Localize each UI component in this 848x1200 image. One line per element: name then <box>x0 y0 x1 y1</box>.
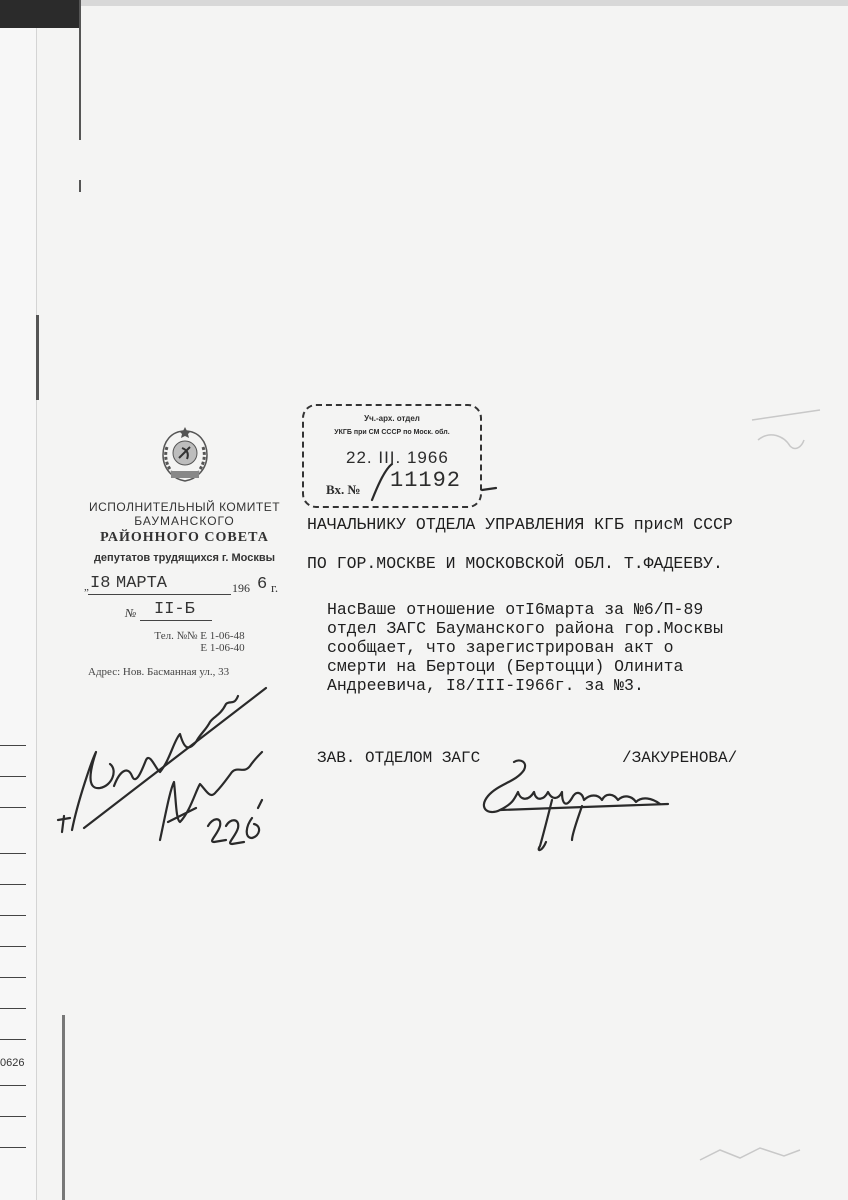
margin-initials-handwriting <box>160 752 262 840</box>
margin-date-handwriting <box>208 800 262 844</box>
addressee-line: ПО ГОР.МОСКВЕ И МОСКОВСКОЙ ОБЛ. Т.ФАДЕЕВУ. <box>307 554 723 573</box>
signature-title: ЗАВ. ОТДЕЛОМ ЗАГС <box>317 749 481 767</box>
letter-body <box>327 600 723 695</box>
number-symbol: № <box>125 606 137 620</box>
margin-rule <box>0 946 26 947</box>
number-underline <box>140 620 212 621</box>
letter-date <box>72 576 297 598</box>
binding-mark <box>36 315 39 400</box>
deputies-line: депутатов трудящихся г. Москвы <box>93 552 276 564</box>
stamp-department: Уч.-арх. отдел <box>364 414 420 423</box>
margin-rule <box>0 853 26 854</box>
letter-number <box>72 600 297 624</box>
body-line: сообщает, что зарегистрирован акт о <box>327 638 674 657</box>
signature-handwriting <box>484 760 660 850</box>
margin-rule <box>0 1116 26 1117</box>
bleed-through-marks <box>752 410 820 448</box>
date-day: I8 <box>90 574 111 593</box>
date-year-prefix: 196 <box>232 581 250 595</box>
margin-rule <box>0 915 26 916</box>
stamp-tick-mark <box>482 488 496 490</box>
scan-shadow-strip <box>80 0 848 6</box>
margin-rule <box>0 977 26 978</box>
margin-underline-stroke <box>84 688 266 828</box>
stamp-reg-number: 11192 <box>390 468 462 493</box>
scan-shadow-top <box>0 0 80 28</box>
body-line: смерти на Бертоци (Бертоцци) Олинита <box>327 657 684 676</box>
date-underline <box>88 594 231 595</box>
archive-stamp <box>302 404 482 508</box>
fold-mark <box>79 180 81 192</box>
margin-rule <box>0 1147 26 1148</box>
letterhead <box>72 425 297 678</box>
signature-name: /ЗАКУРЕНОВА/ <box>622 749 738 767</box>
body-line: НасВаше отношение отI6марта за №6/П-89 <box>327 600 704 619</box>
stamp-authority: УКГБ при СМ СССР по Моск. обл. <box>334 429 450 436</box>
margin-rule <box>0 807 26 808</box>
margin-rule <box>0 1008 26 1009</box>
date-year-digit: 6 <box>257 575 268 594</box>
date-suffix: г. <box>271 580 279 595</box>
body-line: отдел ЗАГС Бауманского района гор.Москвы <box>327 619 724 638</box>
council-name: РАЙОННОГО СОВЕТА <box>100 530 269 545</box>
body-line: Андреевича, I8/III-I966г. за №3. <box>327 676 644 695</box>
margin-resolution-handwriting <box>58 696 238 832</box>
stamp-date: 22. III. 1966 <box>346 448 449 467</box>
archive-number: 0626 <box>0 1057 25 1069</box>
stamp-reg-label: Вх. № <box>326 482 361 497</box>
state-emblem-icon <box>157 425 213 485</box>
date-month: МАРТА <box>116 574 168 593</box>
telephone-line: Е 1-06-40 <box>200 642 245 654</box>
telephone-block <box>72 630 297 654</box>
bleed-through-marks <box>700 1148 800 1160</box>
margin-rule <box>0 884 26 885</box>
committee-title: ИСПОЛНИТЕЛЬНЫЙ КОМИТЕТ <box>88 500 281 514</box>
fold-line <box>79 0 81 140</box>
margin-rule <box>0 1085 26 1086</box>
telephone-line: Тел. №№ Е 1-06-48 <box>154 630 245 642</box>
number-value: II-Б <box>154 600 195 619</box>
margin-rule <box>0 745 26 746</box>
margin-rule <box>0 1039 26 1040</box>
binding-edge <box>0 28 37 1200</box>
addressee-line: НАЧАЛЬНИКУ ОТДЕЛА УПРАВЛЕНИЯ КГБ присМ СССР <box>307 515 733 534</box>
address-line: Адрес: Нов. Басманная ул., 33 <box>88 666 230 678</box>
district-name: БАУМАНСКОГО <box>134 514 235 528</box>
margin-rule <box>0 776 26 777</box>
date-quote: „ <box>84 581 89 593</box>
binding-mark-lower <box>62 1015 65 1200</box>
signature-flourish <box>500 804 668 810</box>
